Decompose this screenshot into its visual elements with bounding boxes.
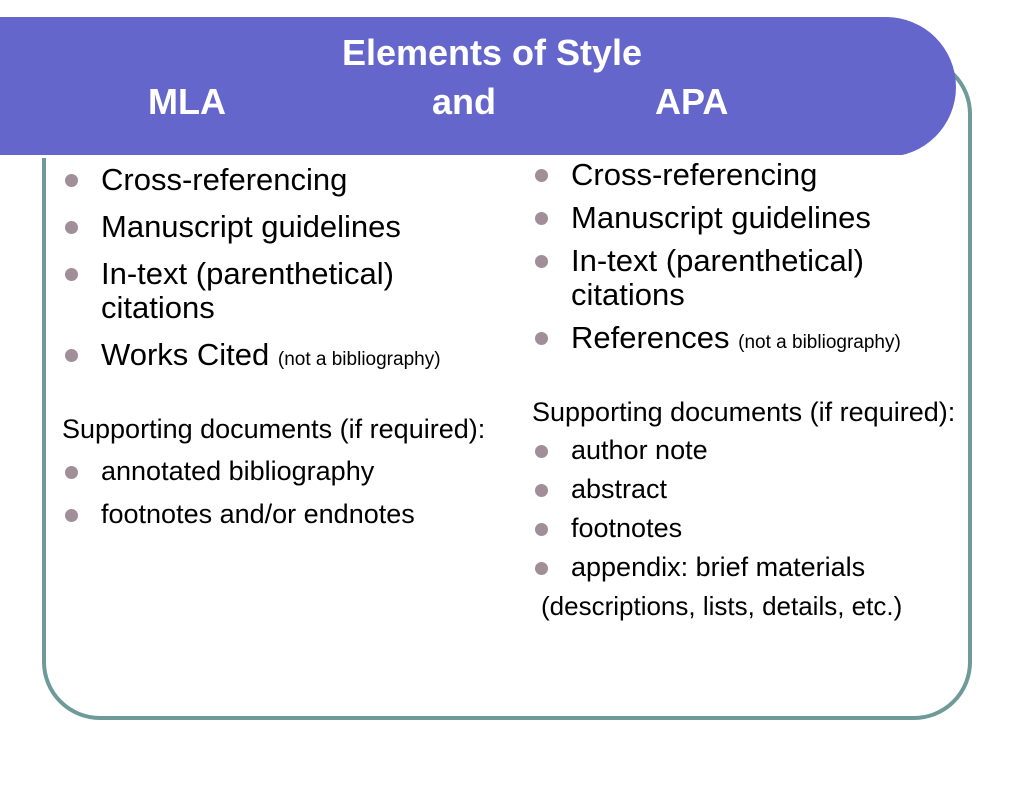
apa-column	[532, 158, 972, 621]
mla-element-list	[62, 163, 502, 374]
apa-supporting-list	[532, 435, 972, 583]
item-note: (not a bibliography)	[738, 332, 901, 353]
list-item: footnotes and/or endnotes	[62, 499, 502, 530]
appendix-note: (descriptions, lists, details, etc.)	[541, 591, 903, 621]
list-item: annotated bibliography	[62, 456, 502, 487]
title-apa: APA	[655, 81, 729, 122]
mla-supporting-list	[62, 456, 502, 530]
list-item: In-text (parenthetical) citations	[62, 257, 502, 325]
list-item: abstract	[532, 474, 972, 505]
list-item: appendix: brief materials	[532, 552, 972, 583]
list-item: Cross-referencing	[532, 158, 972, 192]
apa-element-list	[532, 158, 972, 357]
item-note: (not a bibliography)	[277, 349, 441, 370]
title-band	[0, 17, 956, 157]
list-item: Manuscript guidelines	[62, 210, 502, 244]
list-item: References (not a bibliography)	[532, 321, 972, 357]
title-and: and	[432, 81, 497, 122]
list-item: footnotes	[532, 513, 972, 544]
list-item: Cross-referencing	[62, 163, 502, 197]
slide-title: Elements of Style	[341, 32, 643, 73]
mla-column	[62, 163, 502, 542]
supporting-heading: Supporting documents (if required):	[532, 397, 956, 427]
list-item: Works Cited (not a bibliography)	[62, 338, 502, 374]
list-item: In-text (parenthetical) citations	[532, 244, 972, 312]
supporting-heading: Supporting documents (if required):	[62, 414, 486, 444]
list-item: author note	[532, 435, 972, 466]
list-item: Manuscript guidelines	[532, 201, 972, 235]
title-mla: MLA	[148, 81, 226, 122]
